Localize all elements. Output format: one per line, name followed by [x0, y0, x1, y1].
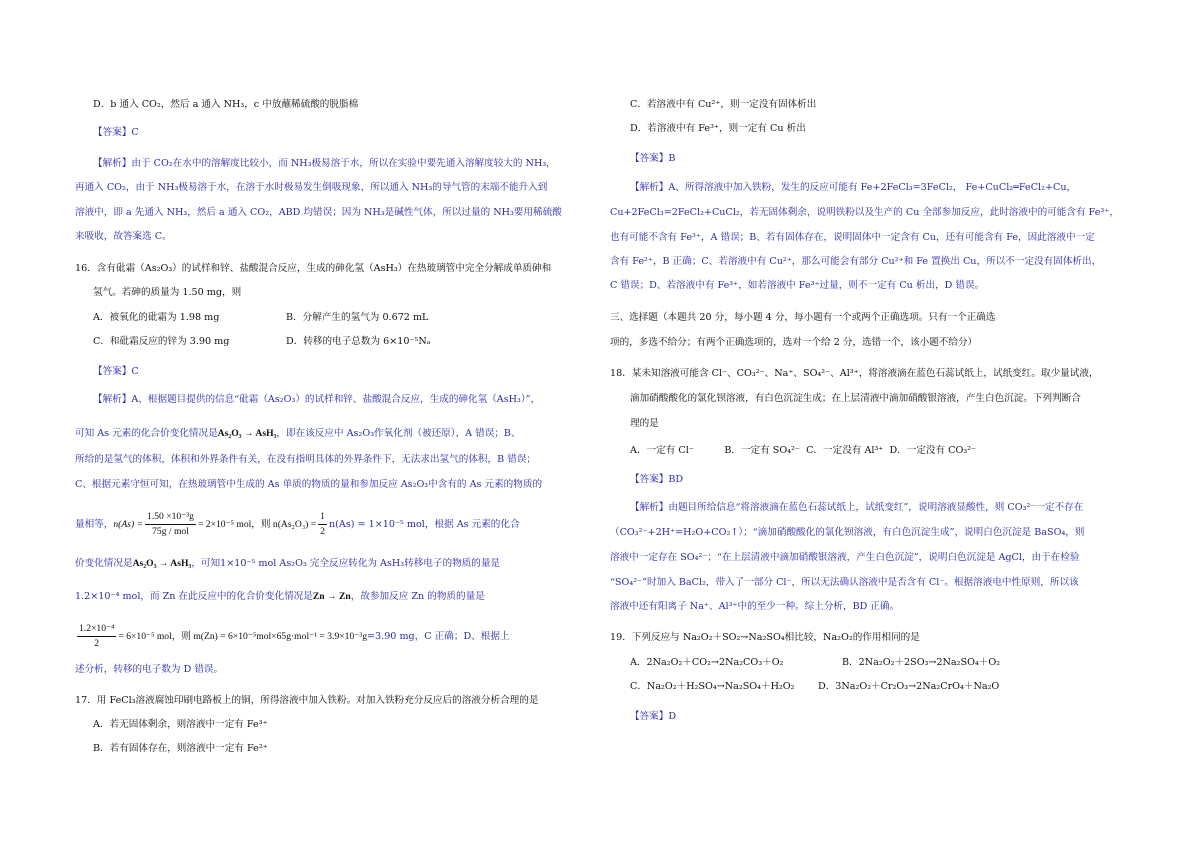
analysis-line: 溶液中，即 a 先通入 NH₃，然后 a 通入 CO₂，ABD 均错误；因为 NH₃是碱性气体，所以过量的 NH₃要用稀硫酸 — [75, 207, 562, 218]
formula: As₂O₃ → AsH₃ — [132, 558, 192, 569]
fraction — [318, 510, 327, 539]
option-d: D．b 通入 CO₂，然后 a 通入 NH₃，c 中放蘸稀硫酸的脱脂棉 — [93, 99, 359, 110]
formula: n(As) = — [113, 519, 144, 530]
option-a: A．若无固体剩余，则溶液中一定有 Fe³⁺ — [93, 719, 268, 730]
analysis-line: 【解析】A、根据题目提供的信息“砒霜（As₂O₃）的试样和锌、盐酸混合反应，生成的砷化氢（AsH₃）”， — [93, 394, 541, 405]
answer-label: 【答案】C — [93, 366, 139, 377]
text: 量相等， — [75, 519, 114, 530]
analysis-line: 溶液中一定存在 SO₄²⁻；“在上层清液中滴加硝酸银溶液，产生白色沉淀”，说明白色沉淀是 AgCl，由于在检验 — [610, 552, 1080, 563]
option-a: A．被氧化的砒霜为 1.98 mg — [93, 312, 220, 323]
analysis-line — [75, 427, 521, 440]
analysis-line: 溶液中还有阳离子 Na⁺、Al³⁺中的至少一种。综上分析，BD 正确。 — [610, 601, 900, 612]
options-row: A．一定有 Cl⁻ B．一定有 SO₄²⁻ C．一定没有 Al³⁺ D．一定没有 CO₃²⁻ — [630, 445, 977, 456]
analysis-line: C、根据元素守恒可知，在热玻璃管中生成的 As 单质的物质的量和参加反应 As₂O₃中含有的 As 元素的物质的 — [75, 479, 543, 490]
numerator: 1 — [318, 510, 327, 525]
text: 价变化情况是 — [75, 558, 133, 569]
answer-label: 【答案】B — [630, 153, 676, 164]
denominator: 75g / mol — [152, 526, 189, 537]
analysis-line: （CO₃²⁻+2H⁺=H₂O+CO₂↑）；“滴加硝酸酸化的氯化钡溶液，有白色沉淀生成”，说明白色沉淀是 BaSO₄，则 — [610, 527, 1085, 538]
option-b: B．若有固体存在，则溶液中一定有 Fe²⁺ — [93, 743, 268, 754]
formula: = 6×10⁻⁵ mol，则 m(Zn) = 6×10⁻⁵mol×65g·mol⁻¹ = 3.9×10⁻³g — [118, 631, 367, 642]
option-b: B．2Na₂O₂＋2SO₃→2Na₂SO₄＋O₂ — [842, 657, 1001, 668]
option-c: C．若溶液中有 Cu²⁺，则一定没有固体析出 — [630, 99, 817, 110]
analysis-line: “SO₄²⁻”时加入 BaCl₂，带入了一部分 Cl⁻，所以无法确认溶液中是否含有 Cl⁻。根据溶液电中性原则，所以该 — [610, 577, 1079, 588]
formula: Zn → Zn — [312, 591, 351, 602]
question-18-cont: 滴加硝酸酸化的氯化钡溶液，有白色沉淀生成；在上层清液中滴加硝酸银溶液，产生白色沉淀。下列判断合 — [630, 393, 1081, 404]
text: ，即在该反应中 As₂O₃作氧化剂（被还原），A 错误；B、 — [276, 428, 521, 439]
analysis-line: 【解析】A、所得溶液中加入铁粉，发生的反应可能有 Fe+2FeCl₃=3FeCl₂， Fe+CuCl₂═FeCl₂+Cu， — [630, 182, 1077, 193]
answer-label: 【答案】C — [93, 127, 139, 138]
option-c: C．和砒霜反应的锌为 3.90 mg — [93, 336, 230, 347]
question-17: 17．用 FeCl₃溶液腐蚀印刷电路板上的铜，所得溶液中加入铁粉。对加入铁粉充分反应后的溶液分析合理的是 — [75, 695, 539, 706]
analysis-line — [75, 622, 510, 651]
analysis-line: 也有可能不含有 Fe³⁺，A 错误；B、若有固体存在，说明固体中一定含有 Cu，还有可能含有 Fe，因此溶液中一定 — [610, 232, 1095, 243]
question-18: 18．某未知溶液可能含 Cl⁻、CO₃²⁻、Na⁺、SO₄²⁻、Al³⁺，将溶液滴在蓝色石蕊试纸上，试纸变红。取少量试液， — [610, 368, 1099, 379]
analysis-line — [75, 557, 500, 570]
denominator: 2 — [94, 638, 100, 649]
section-heading-cont: 项的，多选不给分；有两个正确选项的，选对一个给 2 分，选错一个，该小题不给分） — [610, 337, 978, 348]
option-d: D．3Na₂O₂＋Cr₂O₃→2Na₂CrO₄＋Na₂O — [818, 681, 1000, 692]
text: 可知 As 元素的化合价变化情况是 — [75, 428, 218, 439]
option-d: D．转移的电子总数为 6×10⁻⁵Nₐ — [286, 336, 431, 347]
formula: = 2×10⁻⁵ mol，则 n(As₂O₃) = — [197, 519, 317, 530]
formula: As₂O₃ → AsH₃ — [217, 428, 277, 439]
analysis-line: 述分析，转移的电子数为 D 错误。 — [75, 664, 224, 675]
text: ，故参加反应 Zn 的物质的量是 — [350, 591, 485, 602]
option-c: C．Na₂O₂＋H₂SO₄→Na₂SO₄＋H₂O₂ — [630, 681, 795, 692]
analysis-line: 【解析】由于 CO₂在水中的溶解度比较小，而 NH₃极易溶于水，所以在实验中要先通入溶解度较大的 NH₃， — [93, 158, 556, 169]
fraction — [145, 510, 196, 539]
question-16: 16．含有砒霜（As₂O₃）的试样和锌、盐酸混合反应，生成的砷化氢（AsH₃）在热玻璃管中完全分解成单质砷和 — [75, 263, 552, 274]
question-19: 19．下列反应与 Na₂O₂＋SO₂→Na₂SO₄相比较，Na₂O₂的作用相同的是 — [610, 632, 920, 643]
text: =3.90 mg，C 正确；D、根据上 — [367, 631, 510, 642]
numerator: 1.2×10⁻⁴ — [77, 622, 116, 637]
answer-label: 【答案】BD — [630, 474, 684, 485]
analysis-line: Cu+2FeCl₃=2FeCl₂+CuCl₂，若无固体剩余，说明铁粉以及生产的 Cu 全部参加反应，此时溶液中的可能含有 Fe³⁺， — [610, 207, 1119, 218]
analysis-line: 含有 Fe²⁺，B 正确；C、若溶液中有 Cu²⁺，那么可能会有部分 Cu²⁺和 Fe 置换出 Cu，所以不一定没有固体析出， — [610, 256, 1102, 267]
section-heading: 三、选择题（本题共 20 分，每小题 4 分，每小题有一个或两个正确选项。只有一个正确选 — [610, 312, 996, 323]
analysis-line — [75, 510, 520, 539]
denominator: 2 — [320, 526, 325, 537]
option-a: A．2Na₂O₂＋CO₂→2Na₂CO₃＋O₂ — [630, 657, 784, 668]
answer-label: 【答案】D — [630, 711, 677, 722]
text: n(As) = 1×10⁻⁵ mol，根据 As 元素的化合 — [328, 519, 520, 530]
analysis-line: 【解析】由题目所给信息“将溶液滴在蓝色石蕊试纸上，试纸变红”，说明溶液显酸性，则 CO₃²⁻一定不存在 — [630, 502, 1084, 513]
analysis-line: C 错误；D、若溶液中有 Fe³⁺，如若溶液中 Fe³⁺过量，则不一定有 Cu 析出，D 错误。 — [610, 280, 985, 291]
fraction — [77, 622, 116, 651]
numerator: 1.50 ×10⁻³g — [145, 510, 196, 525]
option-d: D．若溶液中有 Fe³⁺，则一定有 Cu 析出 — [630, 123, 806, 134]
analysis-line: 再通入 CO₂，由于 NH₃极易溶于水，在溶于水时极易发生倒吸现象，所以通入 NH₃的导气管的末端不能升入到 — [75, 182, 548, 193]
analysis-line: 所给的是氢气的体积，体积和外界条件有关，在没有指明具体的外界条件下，无法求出氢气的体积，B 错误； — [75, 454, 537, 465]
option-b: B．分解产生的氢气为 0.672 mL — [286, 312, 429, 323]
analysis-line — [75, 590, 485, 603]
question-18-cont: 理的是 — [630, 418, 659, 429]
text: ，可知1×10⁻⁵ mol As₂O₃ 完全反应转化为 AsH₃转移电子的物质的量是 — [191, 558, 501, 569]
text: 1.2×10⁻⁴ mol，而 Zn 在此反应中的化合价变化情况是 — [75, 591, 313, 602]
analysis-line: 来吸收，故答案选 C。 — [75, 231, 172, 242]
question-16-cont: 氢气。若砷的质量为 1.50 mg，则 — [93, 287, 242, 298]
